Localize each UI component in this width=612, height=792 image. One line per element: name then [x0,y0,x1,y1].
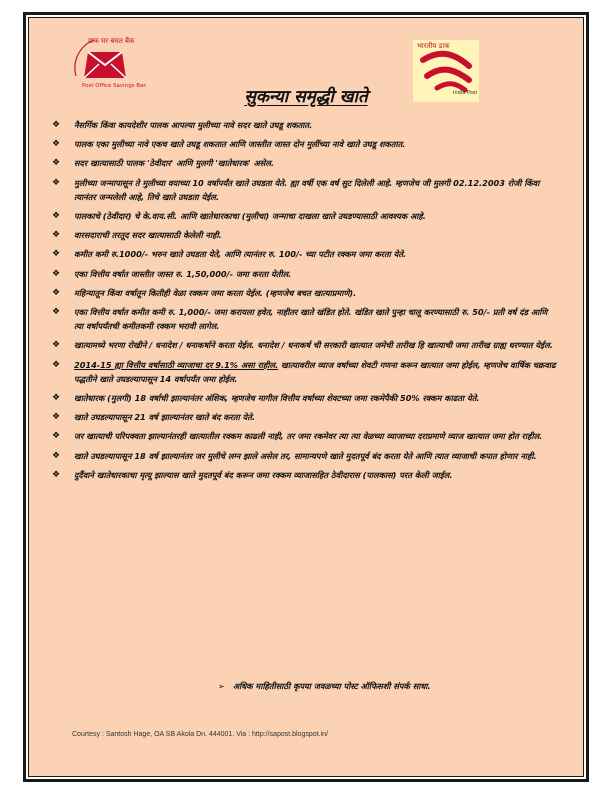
list-item-text: एका वित्तीय वर्षात कमीत कमी रु. 1,000/- जमा करायला हवेत, नाहीतर खाते खंडित होते. खंडित खाते पुन्हा चालू करण्यासाठी रु. 50/- प्रती वर्ष दंड आणि त्या वर्षापर्यंतची कमीतकमी रक्कम भरावी लागेल. [74,307,548,332]
list-item [52,156,557,170]
list-item-text: खातेधारक (मुलगी) 18 वर्षाची झाल्यानंतर अंशिक, म्हणजेच मागील वित्तीय वर्षाच्या शेवटच्या जमा रकमेपैकी 50% रक्कम काढता येते. [74,393,480,404]
list-item-text: वारसदाराची तरतूद सदर खात्यासाठी केलेली नाही. [74,230,222,241]
india-post-hindi-label: भारतीय डाक [417,42,450,50]
diamond-bullet-icon: ❖ [52,211,61,222]
india-post-english-label: India Post [453,90,478,96]
arrow-bullet-icon: ➢ [218,681,225,691]
list-item [52,209,557,223]
list-item [52,286,557,300]
diamond-bullet-icon: ❖ [52,412,61,423]
list-item [52,247,557,261]
list-item [52,267,557,281]
diamond-bullet-icon: ❖ [52,307,61,318]
list-item [52,118,557,132]
diamond-bullet-icon: ❖ [52,450,61,461]
diamond-bullet-icon: ❖ [52,268,61,279]
contact-note [218,681,431,692]
diamond-bullet-icon: ❖ [52,230,61,241]
list-item [52,305,557,333]
post-office-savings-bank-logo [66,32,146,90]
list-item [52,429,557,443]
list-item [52,338,557,352]
list-item-text: खात्यावरील व्याज वर्षाच्या शेवटी गणना करून खात्यात जमा होईल, म्हणजेच वार्षिक चक्रवाढ पद्धतीने खाते उघडल्यापासून 14 वर्षापर्यंत जमा होईल. [74,359,556,384]
list-item-text: नैसर्गिक किंवा कायदेशीर पालक आपल्या मुलीच्या नावे सदर खाते उघडू शकतात. [74,120,313,130]
diamond-bullet-icon: ❖ [52,431,61,442]
list-item-text: जर खात्याची परिपक्वता झाल्यानंतरही खात्यातील रक्कम काढली नाही, तर जमा रकमेवर त्या त्या वेळच्या व्याजाच्या दराप्रमाणे व्याज खात्यात जमा होत राहील. [74,431,543,442]
list-item [52,358,557,386]
list-item-text: महिन्यातून किंवा वर्षातून कितीही वेळा रक्कम जमा करता येईल. (म्हणजेच बचत खात्याप्रमाणे). [74,287,357,298]
list-item-text: पालकाचे (ठेवीदार) चे के.वाय.सी. आणि खातेधारकाचा (मुलीचा) जन्माचा दाखला खाते उघडण्यासाठी आवश्यक आहे. [74,211,426,222]
list-item [52,410,557,424]
diamond-bullet-icon: ❖ [52,177,61,188]
diamond-bullet-icon: ❖ [52,393,61,404]
contact-text: अधिक माहितीसाठी कृपया जवळच्या पोस्ट ऑफिसशी संपर्क साधा. [232,681,431,691]
diamond-bullet-icon: ❖ [52,359,61,370]
courtesy-footer: Courtesy : Santosh Hage, OA SB Akola Dn. 444001. Via : http://sapost.blogspot.in/ [72,731,328,738]
list-item-text: खाते उघडल्यापासून 18 वर्ष झाल्यानंतर जर मुलीचे लग्न झाले असेल तर, सामान्यपणे खाते मुदतपूर्व बंद करता येते आणि त्यात व्याजाची कपात होणार नाही. [74,450,537,461]
list-item-text: मुलीच्या जन्मापासून ते मुलीच्या वयाच्या 10 वर्षापर्यंत खाते उघडता येते. ह्या वर्षी एक वर्ष सुट दिलेली आहे. म्हणजेच जी मुलगी 02.12.2003 रोजी किंवा त्यानंतर जन्मलेली आहे, तिचे खाते उघडता येईल. [74,177,540,202]
list-item [52,228,557,242]
list-item [52,176,557,204]
diamond-bullet-icon: ❖ [52,340,61,351]
diamond-bullet-icon: ❖ [52,120,61,130]
list-item-text: पालक एका मुलीच्या नावे एकच खाते उघडू शकतात आणि जास्तीत जास्त दोन मुलींच्या नावे खाते उघडू शकतात. [74,139,406,150]
page-title: सुकन्या समृद्धी खाते [244,87,368,107]
list-item-text: खाते उघडल्यापासून 21 वर्ष झाल्यानंतर खाते बंद करता येते. [74,412,256,423]
diamond-bullet-icon: ❖ [52,287,61,298]
scheme-points-list [52,118,557,487]
diamond-bullet-icon: ❖ [52,469,61,480]
diamond-bullet-icon: ❖ [52,139,61,150]
svg-text:Post Office Savings Bank: Post Office Savings Bank [82,83,146,89]
list-item-highlight: 2014-15 ह्या वित्तीय वर्षासाठी व्याजाचा दर 9.1% असा राहील. [74,359,279,370]
list-item-text: सदर खात्यासाठी पालक 'ठेवीदार' आणि मुलगी 'खातेधारक' असेल. [74,158,274,169]
diamond-bullet-icon: ❖ [52,158,61,169]
diamond-bullet-icon: ❖ [52,249,61,260]
list-item-text: खात्यामध्ये भरणा रोखीने / धनादेश / धनाकर्षाने करता येईल. धनादेश / धनाकर्ष ची सरकारी खात्यात जमेची तारीख हि खात्याची जमा तारीख ग्राह्य धरण्यात येईल. [74,340,553,351]
list-item [52,391,557,405]
svg-text:डाक घर बचत बैंक: डाक घर बचत बैंक [88,37,135,45]
list-item-text: दुर्दैवाने खातेधारकाचा मृत्यू झाल्यास खाते मुदतपूर्व बंद करून जमा रक्कम व्याजासहित ठेवीदारास (पालकास) परत केली जाईल. [74,469,453,480]
list-item [52,468,557,482]
list-item [52,449,557,463]
list-item-text: कमीत कमी रु.1000/- भरुन खाते उघडता येते, आणि त्यानंतर रु. 100/- च्या पटीत रक्कम जमा करता येते. [74,249,407,260]
list-item-text: एका वित्तीय वर्षात जास्तीत जास्त रु. 1,50,000/- जमा करता येतील. [74,268,292,279]
list-item [52,137,557,151]
